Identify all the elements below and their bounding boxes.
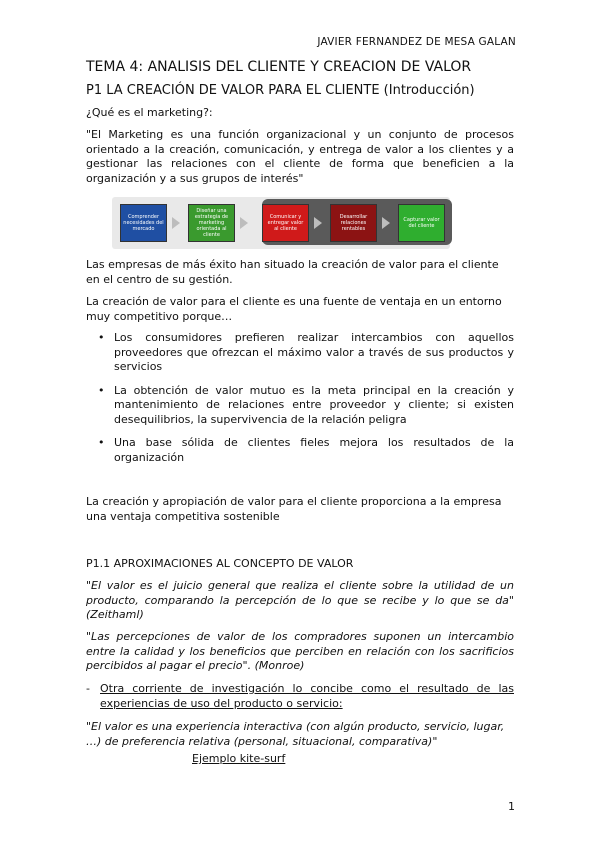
question-paragraph: ¿Qué es el marketing?: <box>86 106 213 119</box>
bullet-item: • Los consumidores prefieren realizar intercambios con aquellos proveedores que ofrezcan el máximo valor a través de sus productos y servicios <box>96 331 514 375</box>
arrow-icon <box>314 217 322 229</box>
paragraph-apropiacion: La creación y apropiación de valor para el cliente proporciona a la empresa una ventaja competitiva sostenible <box>86 495 502 523</box>
step-understand-market: Comprender necesidades del mercado <box>120 204 167 242</box>
step-develop-relationships: Desarrollar relaciones rentables <box>330 204 377 242</box>
paragraph-fuente-ventaja: La creación de valor para el cliente es una fuente de ventaja en un entorno muy competitivo porque… <box>86 295 502 323</box>
arrow-icon <box>240 217 248 229</box>
bullet-item: • Una base sólida de clientes fieles mejora los resultados de la organización <box>96 436 514 465</box>
quote-monroe: "Las percepciones de valor de los compradores suponen un intercambio entre la calidad y los beneficios que perciben en relación con los sacrificios percibidos al pagar el precio". (Monroe) <box>86 630 514 672</box>
section-heading-p1: P1 LA CREACIÓN DE VALOR PARA EL CLIENTE (Introducción) <box>86 83 475 98</box>
quote-experiencia: "El valor es una experiencia interactiva (con algún producto, servicio, lugar, …) de preferencia relativa (personal, situacional, comparativa)" <box>86 720 505 748</box>
step-communicate-value: Comunicar y entregar valor al cliente <box>262 204 309 242</box>
step-design-strategy: Diseñar una estrategia de marketing orientada al cliente <box>188 204 235 242</box>
arrow-icon <box>382 217 390 229</box>
example-kitesurf: Ejemplo kite-surf <box>192 752 286 765</box>
reasons-bullet-list <box>96 331 514 474</box>
arrow-icon <box>172 217 180 229</box>
page-number: 1 <box>508 800 515 813</box>
section-heading-p1-1: P1.1 APROXIMACIONES AL CONCEPTO DE VALOR <box>86 557 354 570</box>
quote-zeithaml: "El valor es el juicio general que realiza el cliente sobre la utilidad de un producto, comparando la percepción de lo que se recibe y lo que se da" (Zeithaml) <box>86 579 514 621</box>
document-title: TEMA 4: ANALISIS DEL CLIENTE Y CREACION DE VALOR <box>86 59 472 75</box>
dash-list-item <box>86 682 514 711</box>
dash-item-text: Otra corriente de investigación lo concibe como el resultado de las experiencias de uso del producto o servicio: <box>100 682 514 710</box>
marketing-definition: "El Marketing es una función organizacional y un conjunto de procesos orientado a la creación, comunicación, y entrega de valor a los clientes y a gestionar las relaciones con el cliente de forma que beneficien a la organización y a sus grupos de interés" <box>86 128 514 185</box>
step-capture-value: Capturar valor del cliente <box>398 204 445 242</box>
dash-marker: - <box>86 682 90 695</box>
bullet-item: • La obtención de valor mutuo es la meta principal en la creación y mantenimiento de relaciones entre proveedor y cliente; si existen desequilibrios, la supervivencia de la relación peligra <box>96 384 514 428</box>
marketing-process-diagram <box>112 197 450 249</box>
paragraph-empresas: Las empresas de más éxito han situado la creación de valor para el cliente en el centro de su gestión. <box>86 258 499 286</box>
page-header-author: JAVIER FERNANDEZ DE MESA GALAN <box>317 36 516 48</box>
